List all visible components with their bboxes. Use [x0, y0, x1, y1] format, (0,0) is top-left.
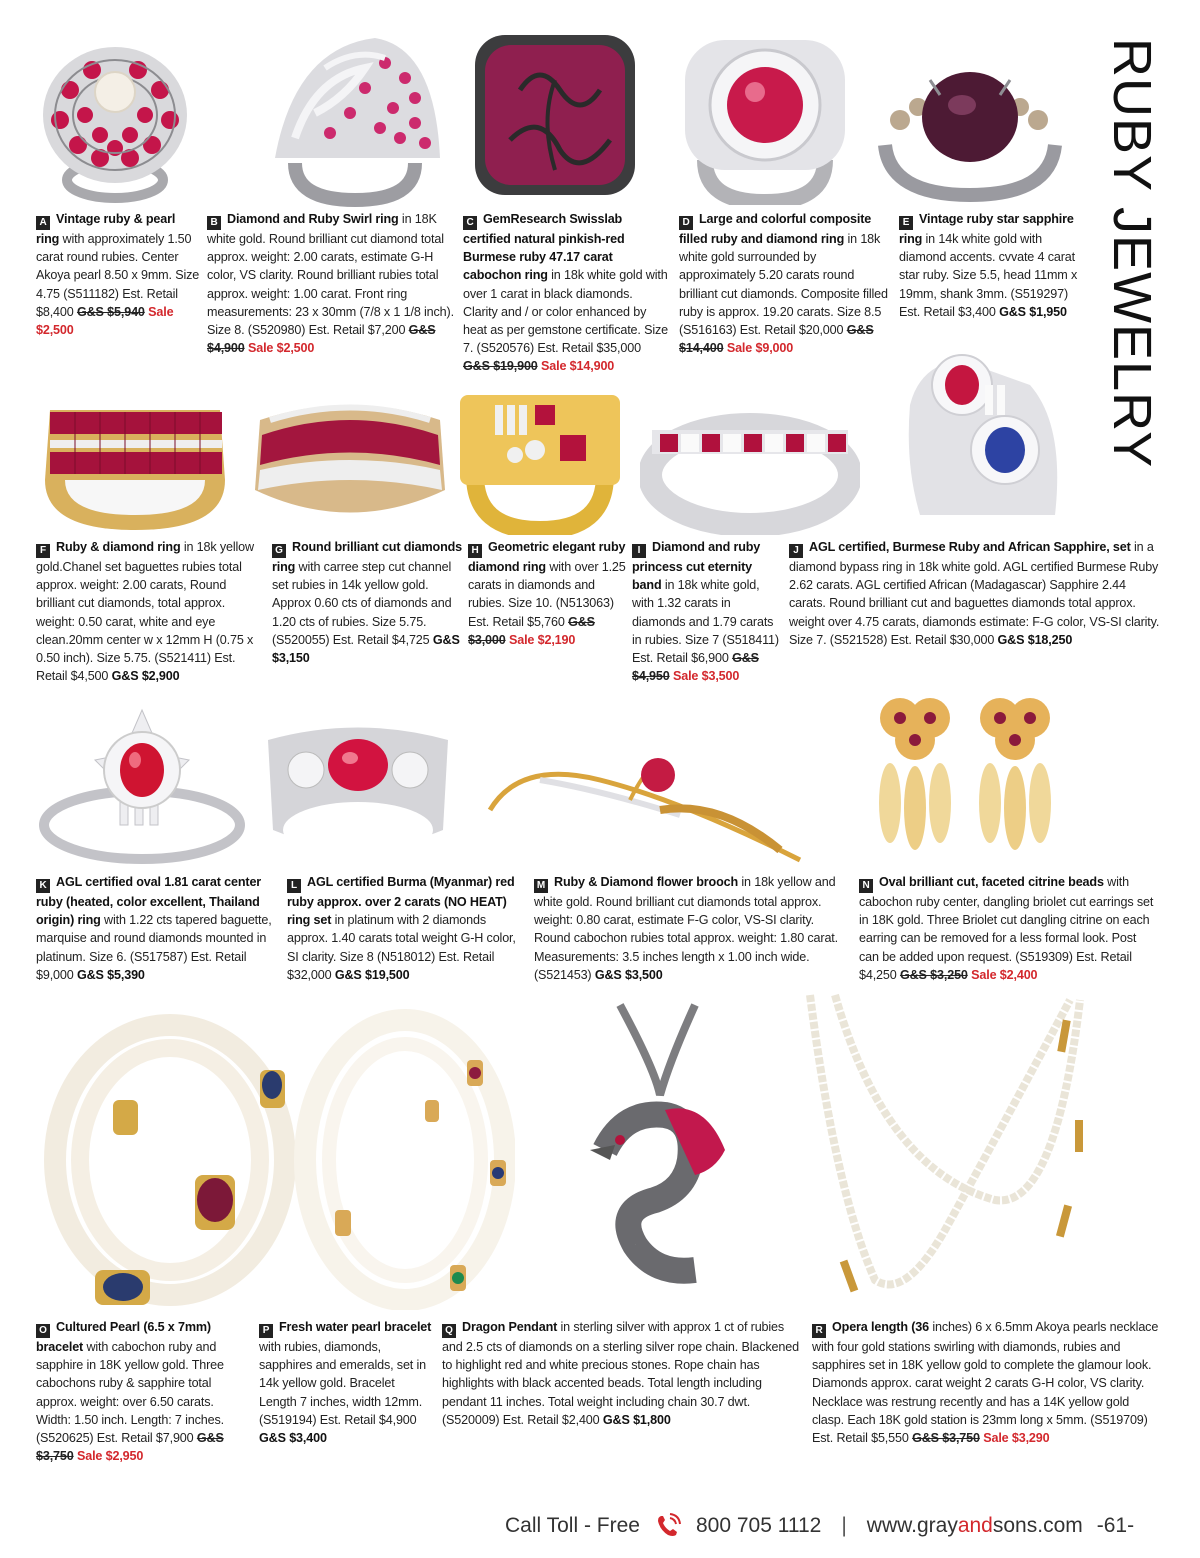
- opera-length-pearl-necklace-photo[interactable]: [795, 990, 1115, 1310]
- item-name: Large and colorful composite filled ruby and diamond ring: [679, 212, 872, 246]
- vintage-ruby-pearl-ring-photo[interactable]: [30, 20, 200, 205]
- sale-price: Sale $2,500: [36, 304, 174, 338]
- website-and: and: [957, 1514, 993, 1537]
- gs-price: G&S $3,150: [272, 632, 460, 666]
- gs-old-price: G&S $3,250: [899, 967, 968, 982]
- item-details: in 18k white gold with over 1 carat in black diamonds. Clarity and / or color enhanced by heat as per gemstone certificate. Size 7. (S520576) Est. Retail $35,000: [463, 268, 669, 356]
- item-a-description: [36, 210, 201, 339]
- website-suffix: sons.com: [992, 1514, 1083, 1537]
- gs-old-price: G&S $3,750: [36, 1431, 224, 1464]
- item-details: in 18k white gold surrounded by approximately 5.20 carats round brilliant cut diamonds. Composite filled ruby is approx. 19.20 carats. Size 8.5 (S516163) Est. Retail $20,000: [679, 232, 888, 338]
- princess-cut-eternity-band-photo[interactable]: [640, 390, 860, 535]
- gs-price: G&S $18,250: [997, 632, 1073, 647]
- item-name: Oval brilliant cut, faceted citrine beads: [879, 875, 1104, 889]
- item-letter-badge: K: [36, 879, 50, 893]
- item-letter-badge: J: [789, 544, 803, 558]
- item-p-description: [259, 1318, 434, 1447]
- item-details: with cabochon ruby and sapphire in 18K yellow gold. Three cabochons ruby & sapphire total approx. weight: over 6.50 carats. Width: 1.50 inch. Length: 7 inches. (S520625) Est. Retail $7,900: [36, 1340, 224, 1446]
- geometric-ruby-diamond-ring-photo[interactable]: [455, 385, 625, 535]
- gs-old-price: G&S $4,950: [632, 651, 759, 684]
- item-name: Vintage ruby & pearl ring: [36, 212, 176, 246]
- item-details: in a diamond bypass ring in 18k white gold. AGL certified Burmese Ruby 2.62 carats. AGL certified African (Madagascar) Sapphire 2.44 carats. Round brilliant cut and baguettes diamonds total approx. weight over 4.75 carats, diamonds estimate: F-G color, VS-SI clarity. Size 7. (S521528) Est. Retail $30,000: [789, 540, 1160, 647]
- gemresearch-ruby-cabochon-ring-photo[interactable]: [470, 30, 640, 205]
- item-letter-badge: B: [207, 216, 221, 230]
- item-name: Fresh water pearl bracelet: [279, 1320, 432, 1334]
- ruby-star-sapphire-ring-photo[interactable]: [870, 35, 1070, 205]
- fresh-water-pearl-bracelet-photo[interactable]: [245, 1000, 515, 1310]
- item-name: Ruby & diamond ring: [56, 540, 181, 554]
- item-h-description: [468, 538, 628, 649]
- item-q-description: [442, 1318, 802, 1429]
- item-details: with cabochon ruby center, dangling briolet cut earrings set in 18K gold. Three Briolet cut dangling citrine on each earring can be removed for a less formal look. Post can be added upon request. (S519309) Est. Retail $4,250: [859, 875, 1154, 982]
- item-details: with approximately 1.50 carat round rubies. Center Akoya pearl 8.50 x 9mm. Size 4.75 (S511182) Est. Retail $8,400: [36, 232, 200, 319]
- item-k-description: [36, 873, 276, 984]
- footer: [505, 1508, 1177, 1544]
- item-letter-badge: M: [534, 879, 548, 893]
- gs-old-price: G&S $5,940: [76, 304, 145, 319]
- agl-oval-ruby-ring-photo[interactable]: [35, 700, 250, 865]
- item-details: with 1.22 cts tapered baguette, marquise and round diamonds mounted in platinum. Size 6. (S517587) Est. Retail $9,000: [36, 913, 272, 982]
- item-letter-badge: D: [679, 216, 693, 230]
- item-g-description: [272, 538, 462, 667]
- item-details: in 18k yellow gold.Chanel set baguettes rubies total approx. weight: 2.00 carats, Round brilliant cut diamonds, total approx. weight: 0.50 carat, white and eye clean.20mm center w x 12mm H (0.75 x 0.50 inch). Size 5.75. (S521411) Est. Retail $4,500: [36, 540, 254, 684]
- item-name: Geometric elegant ruby diamond ring: [468, 540, 626, 574]
- item-m-description: [534, 873, 839, 984]
- item-name: AGL certified, Burmese Ruby and African Sapphire, set: [809, 540, 1131, 554]
- item-e-description: [899, 210, 1089, 321]
- gs-price: G&S $19,500: [334, 967, 410, 982]
- page-number: -61-: [1096, 1514, 1135, 1537]
- item-letter-badge: Q: [442, 1324, 456, 1338]
- item-l-description: [287, 873, 517, 984]
- dragon-pendant-photo[interactable]: [575, 1000, 745, 1310]
- diamond-ruby-swirl-ring-photo[interactable]: [255, 18, 455, 208]
- website-link[interactable]: [867, 1514, 1083, 1538]
- item-name: Vintage ruby star sapphire ring: [899, 212, 1074, 246]
- page-title: RUBY JEWELRY: [1102, 38, 1162, 469]
- citrine-ruby-earrings-photo[interactable]: [865, 688, 1065, 868]
- item-f-description: [36, 538, 266, 685]
- item-n-description: [859, 873, 1159, 984]
- gs-price: G&S $3,500: [594, 967, 663, 982]
- sale-price: Sale $2,400: [967, 967, 1038, 982]
- item-letter-badge: E: [899, 216, 913, 230]
- item-letter-badge: I: [632, 544, 646, 558]
- phone-number-link[interactable]: 800 705 1112: [695, 1514, 822, 1537]
- item-details: in platinum with 2 diamonds approx. 1.40 carats total weight G-H color, SI clarity. Size 8 (N518012) Est. Retail $32,000: [287, 913, 516, 982]
- sale-price: Sale $9,000: [723, 341, 794, 356]
- gs-price: G&S $3,400: [259, 1431, 327, 1446]
- item-details: inches) 6 x 6.5mm Akoya pearls necklace with four gold stations swirling with diamonds, rubies and sapphires set in 18K yellow gold to complete the glamour look. Diamonds approx. carat weight 2 carats G-H color, VS clarity. Necklace was restrung recently and has a 14K yellow gold clasp. Each 18K gold station is 23mm long x 5mm. (S519709) Est. Retail $5,550: [812, 1320, 1159, 1446]
- item-details: with carree step cut channel set rubies in 14k yellow gold. Approx 0.60 cts of diamonds and 1.20 cts of rubies. Size 5.75. (S520055) Est. Retail $4,725: [272, 560, 452, 647]
- item-letter-badge: R: [812, 1324, 826, 1338]
- item-d-description: [679, 210, 889, 357]
- item-letter-badge: H: [468, 544, 482, 558]
- footer-separator: |: [841, 1514, 847, 1537]
- item-b-description: [207, 210, 457, 357]
- item-letter-badge: F: [36, 544, 50, 558]
- item-letter-badge: C: [463, 216, 477, 230]
- website-prefix: www.gray: [866, 1514, 958, 1537]
- sale-price: Sale $2,950: [73, 1449, 144, 1464]
- item-letter-badge: N: [859, 879, 873, 893]
- item-details: in 14k white gold with diamond accents. cvvate 4 carat star ruby. Size 5.5, head 11mm x 19mm, shank 3mm. (S519297) Est. Retail $3,400: [899, 232, 1078, 319]
- sale-price: Sale $3,500: [669, 669, 740, 684]
- item-name: Diamond and Ruby Swirl ring: [227, 212, 399, 226]
- gs-old-price: G&S $19,900: [463, 359, 538, 374]
- call-toll-free-label: Call Toll - Free: [505, 1514, 640, 1537]
- ruby-diamond-flower-brooch-photo[interactable]: [480, 740, 820, 865]
- composite-ruby-diamond-ring-photo[interactable]: [675, 30, 855, 205]
- round-brilliant-diamonds-ring-photo[interactable]: [250, 390, 450, 535]
- item-letter-badge: G: [272, 544, 286, 558]
- item-name: Diamond and ruby princess cut eternity band: [632, 540, 761, 593]
- gs-price: G&S $1,950: [999, 304, 1067, 319]
- item-o-description: [36, 1318, 251, 1465]
- item-details: in 18K white gold. Round brilliant cut diamond total approx. weight: 2.00 carats, estimate G-H color, VS clarity. Round brilliant rubies total approx. weight: 1.00 carat. Front ring measurements: 23 x 30mm (7/8 x 1 1/8 inch). Size 8. (S520980) Est. Retail $7,200: [207, 212, 454, 338]
- item-name: AGL certified oval 1.81 carat center ruby (heated, color excellent, Thailand origin) ring: [36, 875, 262, 928]
- item-details: with over 1.25 carats in diamonds and rubies. Size 10. (N513063) Est. Retail $5,760: [468, 560, 626, 629]
- item-details: with rubies, diamonds, sapphires and emeralds, set in 14k yellow gold. Bracelet Length 7 inches, width 12mm. (S519194) Est. Retail $4,900: [259, 1340, 427, 1427]
- item-details: in sterling silver with approx 1 ct of rubies and 2.5 cts of diamonds on a sterling silver rope chain. Blackened to highlight red and white precious stones. Rope chain has highlights with black accented beads. Total length including pendant 11 inches. Total weight including chain 30.7 dwt. (S520009) Est. Retail $2,400: [442, 1320, 799, 1427]
- item-name: Dragon Pendant: [462, 1320, 558, 1334]
- item-name: AGL certified Burma (Myanmar) red ruby approx. over 2 carats (NO HEAT) ring set: [287, 875, 515, 928]
- item-details: in 18k white gold, with 1.32 carats in diamonds and 1.79 carats in rubies. Size 7 (S518411) Est. Retail $6,900: [632, 578, 779, 666]
- gs-price: G&S $5,390: [76, 967, 145, 982]
- item-details: in 18k yellow and white gold. Round brilliant cut diamonds total approx. weight: 0.80 carat, estimate F-G color, VS-SI clarity. Round cabochon rubies total approx. weight: 1.80 carat. Measurements: 3.5 inches length x 1.00 inch wide. (S521453): [534, 875, 838, 982]
- gs-old-price: G&S $14,400: [679, 323, 874, 356]
- burmese-ruby-african-sapphire-ring-photo[interactable]: [900, 345, 1070, 535]
- item-name: GemResearch Swisslab certified natural pinkish-red Burmese ruby 47.17 carat cabochon ring: [463, 212, 625, 283]
- gs-old-price: G&S $3,750: [912, 1431, 980, 1446]
- item-name: Round brilliant cut diamonds ring: [272, 540, 463, 574]
- item-letter-badge: P: [259, 1324, 273, 1338]
- sale-price: Sale $3,290: [979, 1431, 1050, 1446]
- item-c-description: [463, 210, 668, 376]
- gs-price: G&S $1,800: [602, 1412, 671, 1427]
- sale-price: Sale $2,500: [244, 341, 315, 356]
- sale-price: Sale $2,190: [505, 632, 576, 647]
- item-name: Cultured Pearl (6.5 x 7mm) bracelet: [36, 1320, 211, 1354]
- item-name: Opera length (36: [832, 1320, 929, 1334]
- item-i-description: [632, 538, 782, 685]
- gs-old-price: G&S $3,000: [468, 614, 595, 647]
- item-r-description: [812, 1318, 1164, 1447]
- item-letter-badge: O: [36, 1324, 50, 1338]
- burma-ruby-platinum-ring-photo[interactable]: [258, 720, 458, 865]
- item-letter-badge: L: [287, 879, 301, 893]
- item-letter-badge: A: [36, 216, 50, 230]
- sale-price: Sale $14,900: [537, 359, 615, 374]
- phone-icon: [654, 1512, 682, 1540]
- gs-price: G&S $2,900: [111, 669, 180, 684]
- gs-old-price: G&S $4,900: [207, 323, 436, 356]
- item-j-description: [789, 538, 1164, 649]
- ruby-diamond-ring-photo[interactable]: [35, 370, 235, 535]
- item-name: Ruby & Diamond flower brooch: [554, 875, 739, 889]
